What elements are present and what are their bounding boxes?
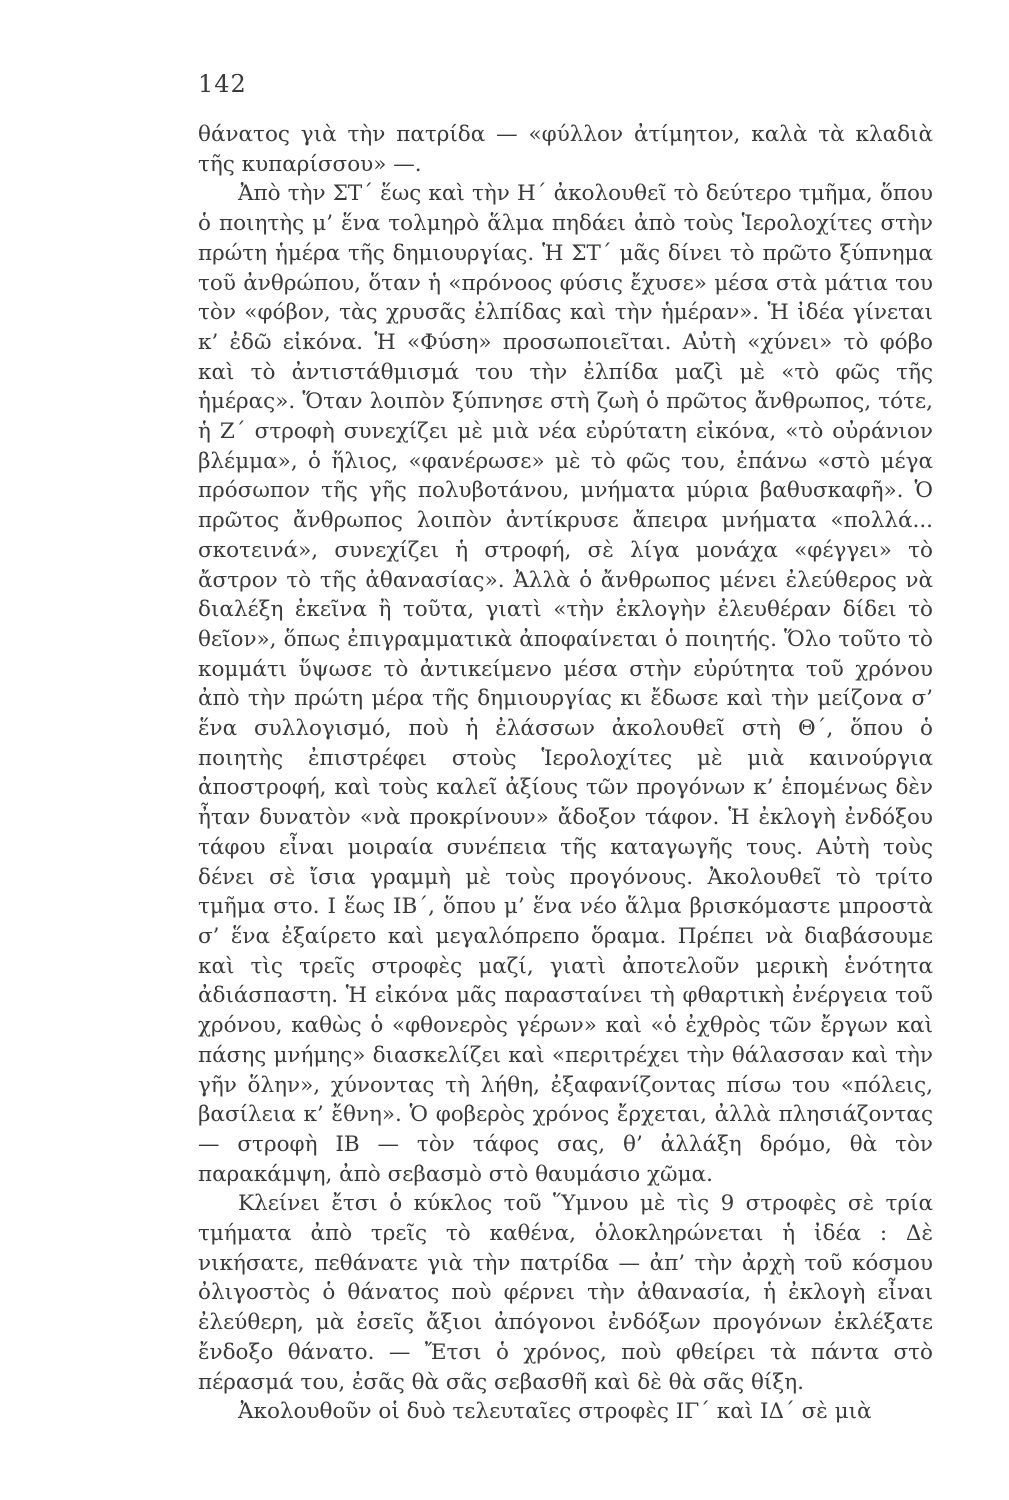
paragraph-1: θάνατος γιὰ τὴν πατρίδα — «φύλλον ἀτίμητον, καλὰ τὰ κλαδιὰ τῆς κυπαρίσσου» —.	[198, 122, 933, 177]
page-number: 142	[198, 70, 247, 98]
paragraph-3: Κλείνει ἔτσι ὁ κύκλος τοῦ Ὕμνου μὲ τὶς 9 στροφὲς σὲ τρία τμήματα ἀπὸ τρεῖς τὸ καθένα, ὁλοκληρώνεται ἡ ἰδέα : Δὲ νικήσατε, πεθάνατε γιὰ τὴν πατρίδα — ἀπ’ τὴν ἀρχὴ τοῦ κόσμου ὀλιγοστὸς ὁ θάνατος ποὺ φέρνει τὴν ἀθανασία, ἡ ἐκλογὴ εἶναι ἐλεύθερη, μὰ ἐσεῖς ἄξιοι ἀπόγονοι ἐνδόξων προγόνων ἐκλέξατε ἔνδοξο θάνατο. — Ἔτσι ὁ χρόνος, ποὺ φθείρει τὰ πάντα στὸ πέρασμά του, ἐσᾶς θὰ σᾶς σεβασθῆ καὶ δὲ θὰ σᾶς θίξη.	[198, 1191, 933, 1395]
body-text	[198, 120, 933, 1427]
paragraph-4: Ἀκολουθοῦν οἱ δυὸ τελευταῖες στροφὲς ΙΓ΄ καὶ ΙΔ΄ σὲ μιὰ	[238, 1399, 872, 1425]
paragraph-2: Ἀπὸ τὴν ΣΤ΄ ἕως καὶ τὴν Η΄ ἀκολουθεῖ τὸ δεύτερο τμῆμα, ὅπου ὁ ποιητὴς μ’ ἕνα τολμηρὸ ἅλμα πηδάει ἀπὸ τοὺς Ἱερολοχίτες στὴν πρώτη ἡμέρα τῆς δημιουργίας. Ἡ ΣΤ΄ μᾶς δίνει τὸ πρῶτο ξύπνημα τοῦ ἀνθρώπου, ὅταν ἡ «πρόνοος φύσις ἔχυσε» μέσα στὰ μάτια του τὸν «φόβον, τὰς χρυσᾶς ἐλπίδας καὶ τὴν ἡμέραν». Ἡ ἰδέα γίνεται κ’ ἐδῶ εἰκόνα. Ἡ «Φύση» προσωποιεῖται. Αὐτὴ «χύνει» τὸ φόβο καὶ τὸ ἀντιστάθμισμά του τὴν ἐλπίδα μαζὶ μὲ «τὸ φῶς τῆς ἡμέρας». Ὅταν λοιπὸν ξύπνησε στὴ ζωὴ ὁ πρῶτος ἄνθρωπος, τότε, ἡ Ζ΄ στροφὴ συνεχίζει μὲ μιὰ νέα εὐρύτατη εἰκόνα, «τὸ οὐράνιον βλέμμα», ὁ ἥλιος, «φανέρωσε» μὲ τὸ φῶς του, ἐπάνω «στὸ μέγα πρόσωπον τῆς γῆς πολυβοτάνου, μνήματα μύρια βαθυσκαφῆ». Ὁ πρῶτος ἄνθρωπος λοιπὸν ἀντίκρυσε ἄπειρα μνήματα «πολλά... σκοτεινά», συνεχίζει ἡ στροφή, σὲ λίγα μονάχα «φέγγει» τὸ ἄστρον τὸ τῆς ἀθανασίας». Ἀλλὰ ὁ ἄνθρωπος μένει ἐλεύθερος νὰ διαλέξη ἐκεῖνα ἢ τοῦτα, γιατὶ «τὴν ἐκλογὴν ἐλευθέραν δίδει τὸ θεῖον», ὅπως ἐπιγραμματικὰ ἀποφαίνεται ὁ ποιητής. Ὅλο τοῦτο τὸ κομμάτι ὕψωσε τὸ ἀντικείμενο μέσα στὴν εὐρύτητα τοῦ χρόνου ἀπὸ τὴν πρώτη μέρα τῆς δημιουργίας κι ἔδωσε καὶ τὴν μείζονα σ’ ἕνα συλλογισμό, ποὺ ἡ ἐλάσσων ἀκολουθεῖ στὴ Θ΄, ὅπου ὁ ποιητὴς ἐπιστρέφει στοὺς Ἱερολοχίτες μὲ μιὰ καινούργια ἀποστροφή, καὶ τοὺς καλεῖ ἀξίους τῶν προγόνων κ’ ἑπομένως δὲν ἦταν δυνατὸν «νὰ προκρίνουν» ἄδοξον τάφον. Ἡ ἐκλογὴ ἐνδόξου τάφου εἶναι μοιραία συνέπεια τῆς καταγωγῆς τους. Αὐτὴ τοὺς δένει σὲ ἴσια γραμμὴ μὲ τοὺς προγόνους. Ἀκολουθεῖ τὸ τρίτο τμῆμα στο. Ι ἕως ΙΒ΄, ὅπου μ’ ἕνα νέο ἅλμα βρισκόμαστε μπροστὰ σ’ ἕνα ἐξαίρετο καὶ μεγαλόπρεπο ὅραμα. Πρέπει νὰ διαβάσουμε καὶ τὶς τρεῖς στροφὲς μαζί, γιατὶ ἀποτελοῦν μερικὴ ἑνότητα ἀδιάσπαστη. Ἡ εἰκόνα μᾶς παρασταίνει τὴ φθαρτικὴ ἐνέργεια τοῦ χρόνου, καθὼς ὁ «φθονερὸς γέρων» καὶ «ὁ ἐχθρὸς τῶν ἔργων καὶ πάσης μνήμης» διασκελίζει καὶ «περιτρέχει τὴν θάλασσαν καὶ τὴν γῆν ὅλην», χύνοντας τὴ λήθη, ἐξαφανίζοντας πίσω του «πόλεις, βασίλεια κ’ ἔθνη». Ὁ φοβερὸς χρόνος ἔρχεται, ἀλλὰ πλησιάζοντας — στροφὴ ΙΒ — τὸν τάφος σας, θ’ ἀλλάξη δρόμο, θὰ τὸν παρακάμψη, ἀπὸ σεβασμὸ στὸ θαυμάσιο χῶμα.	[198, 181, 933, 1187]
